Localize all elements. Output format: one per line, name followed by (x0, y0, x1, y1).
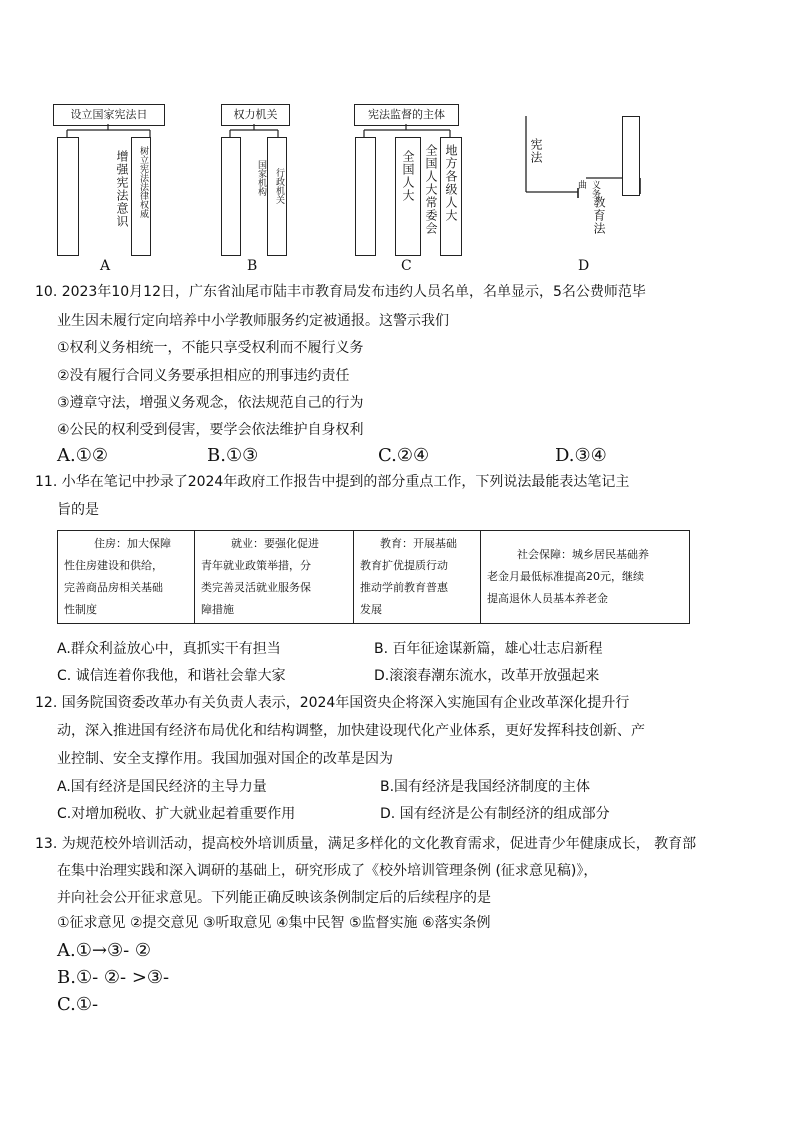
cell-line: 社会保障：城乡居民基础养 (517, 548, 649, 561)
q10-item-3: ③遵章守法，增强义务观念，依法规范自己的行为 (57, 395, 364, 411)
q12-stem-line1: 12. 国务院国资委改革办有关负责人表示，2024年国资央企将深入实施国有企业改革深化提升行 (35, 695, 630, 711)
q13-option-a: A.①→③- ② (57, 940, 152, 961)
diagram-a-right-box (131, 137, 151, 256)
cell-line: 青年就业政策举措，分 (201, 559, 311, 572)
q10-stem-line2: 业生因未履行定向培养中小学教师服务约定被通报。这警示我们 (57, 313, 449, 329)
q13-stem-line3: 并向社会公开征求意见。下列能正确反映该条例制定后的后续程序的是 (57, 890, 491, 906)
diagram-b-title-box (221, 104, 290, 126)
cell-line: 提高退休人员基本养老金 (487, 592, 608, 605)
q13-stem-line1: 13. 为规范校外培训活动，提高校外培训质量，满足多样化的文化教育需求，促进青少年健康成长， 教育部 (35, 836, 697, 852)
diagram-a-right-text: 增强宪法意识 (115, 150, 129, 228)
table-cell-housing (58, 531, 195, 624)
q10-option-b: B.①③ (207, 445, 259, 466)
cell-line: 教育：开展基础 (380, 537, 457, 550)
q11-option-b: B. 百年征途谋新篇，雄心壮志启新程 (374, 641, 603, 657)
q11-option-c: C. 诚信连着你我他，和谐社会靠大家 (57, 668, 286, 684)
diagram-a-left-box (57, 137, 79, 256)
q13-stem-line2: 在集中治理实践和深入调研的基础上，研究形成了《校外培训管理条例 (征求意见稿)》， (57, 863, 598, 879)
q12-option-c: C.对增加税收、扩大就业起着重要作用 (57, 806, 296, 822)
diagram-d-mid-small: 义务 (590, 180, 600, 198)
q13-option-b: B.①- ②- >③- (57, 967, 170, 988)
diagram-b-left-text: 国家机构 (256, 160, 266, 196)
q12-option-d: D. 国有经济是公有制经济的组成部分 (380, 806, 610, 822)
diagram-d-mid-text: 教育法 (592, 196, 606, 235)
diagram-c-right-text: 地方各级人大 (444, 144, 458, 222)
diagram-d-mid-small2: 曲 (576, 180, 586, 189)
q12-option-a: A.国有经济是国民经济的主导力量 (57, 779, 267, 795)
table-cell-employment (195, 531, 354, 624)
diagram-c-left-box (355, 137, 376, 256)
q11-stem-line1: 11. 小华在笔记中抄录了2024年政府工作报告中提到的部分重点工作，下列说法最能表达笔记主 (35, 474, 630, 490)
cell-line: 教育扩优提质行动 (360, 559, 448, 572)
diagram-a-title-box (53, 104, 165, 126)
q10-item-2: ②没有履行合同义务要承担相应的刑事违约责任 (57, 368, 350, 384)
cell-line: 性住房建设和供给， (64, 559, 163, 572)
q10-stem-line1: 10. 2023年10月12日，广东省汕尾市陆丰市教育局发布违约人员名单，名单显示，5名公费师范毕 (35, 284, 646, 300)
cell-line: 老金月最低标准提高20元，继续 (487, 570, 644, 583)
diagram-a-right-text2: 树立宪法法律权威 (138, 146, 148, 218)
cell-line: 性制度 (64, 603, 97, 616)
diagram-a-letter: A (100, 258, 111, 274)
table-cell-education (354, 531, 481, 624)
diagram-d-left-text: 宪法 (529, 138, 543, 164)
cell-line: 类完善灵活就业服务保 (201, 581, 311, 594)
diagram-c-right-box (440, 137, 462, 256)
q10-option-c: C.②④ (378, 445, 430, 466)
q10-option-d: D.③④ (555, 445, 607, 466)
diagram-d-letter: D (578, 258, 590, 274)
q10-item-4: ④公民的权利受到侵害，要学会依法维护自身权利 (57, 422, 364, 438)
diagram-d-right-box (622, 116, 640, 196)
table-cell-social-security (481, 531, 690, 624)
q10-option-a: A.①② (57, 445, 108, 466)
q13-items: ①征求意见 ②提交意见 ③听取意见 ④集中民智 ⑤监督实施 ⑥落实条例 (57, 915, 491, 931)
diagram-a-title: 设立国家宪法日 (70, 108, 148, 121)
diagram-b-right-box (267, 137, 287, 256)
diagram-b-right-text: 行政机关 (274, 168, 284, 204)
table-row (58, 531, 690, 624)
cell-line: 发展 (360, 603, 382, 616)
q12-option-b: B.国有经济是我国经济制度的主体 (380, 779, 591, 795)
diagram-b-letter: B (247, 258, 258, 274)
cell-line: 推动学前教育普惠 (360, 581, 448, 594)
q11-notes-table (57, 530, 690, 624)
cell-line: 障措施 (201, 603, 234, 616)
diagram-c-mid-box (395, 137, 421, 256)
diagram-c-title: 宪法监督的主体 (368, 108, 445, 121)
cell-line: 住房：加大保障 (94, 537, 171, 550)
cell-line: 就业：要强化促进 (231, 537, 319, 550)
diagram-c-mid-text: 全国人大 (401, 150, 415, 202)
q12-stem-line3: 业控制、安全支撑作用。我国加强对国企的改革是因为 (57, 751, 393, 767)
diagram-c-title-box (354, 104, 459, 126)
diagram-b-title: 权力机关 (233, 108, 278, 121)
cell-line: 完善商品房相关基础 (64, 581, 163, 594)
q13-option-c: C.①- (57, 994, 99, 1015)
q11-stem-line2: 旨的是 (57, 502, 99, 518)
q10-item-1: ①权利义务相统一，不能只享受权利而不履行义务 (57, 340, 364, 356)
q11-option-a: A.群众利益放心中，真抓实干有担当 (57, 641, 281, 657)
q11-option-d: D.滚滚春潮东流水，改革开放强起来 (374, 668, 600, 684)
diagram-b-left-box (221, 137, 241, 256)
q12-stem-line2: 动，深入推进国有经济布局优化和结构调整，加快建设现代化产业体系，更好发挥科技创新、产 (57, 723, 645, 739)
diagram-c-letter: C (401, 258, 412, 274)
diagram-c-mid-text2: 全国人大常委会 (424, 144, 438, 235)
